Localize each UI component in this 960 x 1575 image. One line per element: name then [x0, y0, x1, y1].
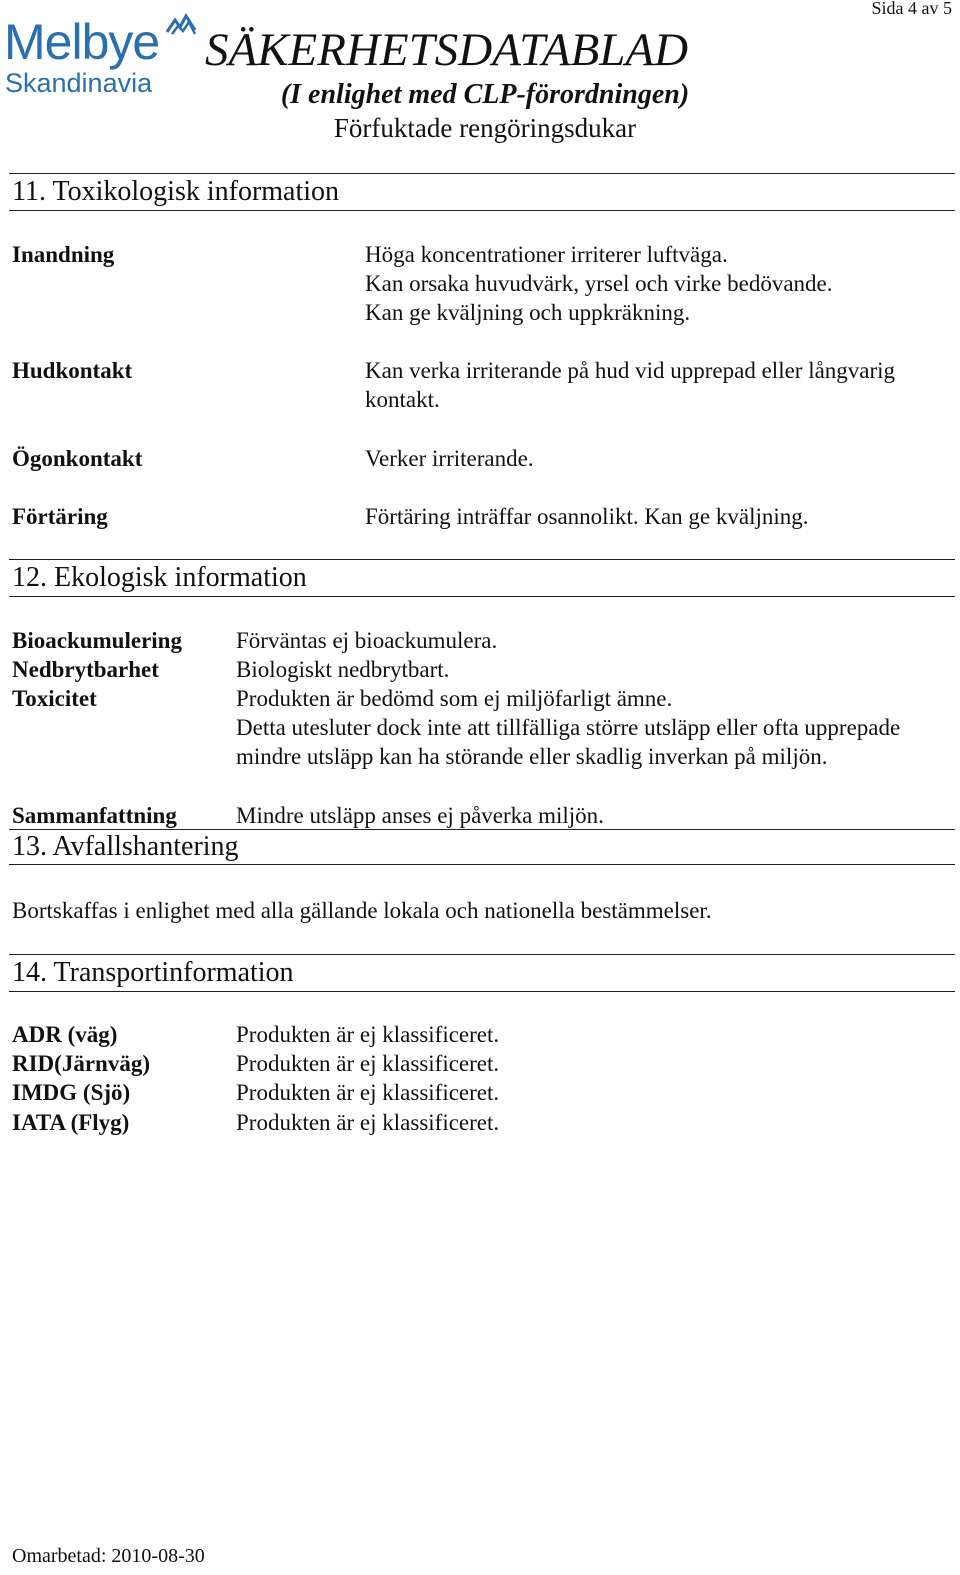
label-inhalation: Inandning — [12, 242, 115, 267]
label-rid: RID(Järnväg) — [12, 1051, 150, 1076]
page-number: Sida 4 av 5 — [871, 0, 952, 18]
section-12-header — [9, 559, 955, 597]
value-text: Produkten är ej klassificeret. — [236, 1110, 500, 1135]
label-eye-contact: Ögonkontakt — [12, 446, 143, 471]
product-name: Förfuktade rengöringsdukar — [333, 113, 637, 143]
value-text: Produkten är ej klassificeret. — [236, 1022, 500, 1047]
document-title: SÄKERHETSDATABLAD — [205, 24, 689, 76]
logo-name: Melbye — [4, 14, 160, 70]
value-line: Verker irriterande. — [365, 446, 534, 471]
section-heading: 11. Toxikologisk information — [12, 176, 340, 207]
section-14-header — [9, 954, 955, 992]
value-line: kontakt. — [365, 387, 440, 412]
label-bioaccumulation: Bioackumulering — [12, 628, 182, 653]
section-heading: 14. Transportinformation — [12, 957, 294, 988]
value-text: Mindre utsläpp anses ej påverka miljön. — [236, 803, 604, 828]
document-subtitle: (I enlighet med CLP-förordningen) — [280, 79, 690, 110]
revision-date: Omarbetad: 2010-08-30 — [12, 1545, 205, 1567]
value-paragraph: Detta utesluter dock inte att tillfälliga större utsläpp eller ofta upprepade mindre utsläpp kan ha störande eller skadlig inverkan på miljön. — [236, 715, 901, 769]
company-logo — [4, 12, 194, 102]
value-text: Produkten är ej klassificeret. — [236, 1080, 500, 1105]
label-imdg: IMDG (Sjö) — [12, 1080, 131, 1105]
value-line: Kan verka irriterande på hud vid upprepad eller långvarig — [365, 358, 896, 383]
label-skin-contact: Hudkontakt — [12, 358, 133, 383]
section-heading: 12. Ekologisk information — [12, 562, 307, 593]
mountain-logo-icon — [166, 12, 196, 36]
value-line: Kan ge kväljning och uppkräkning. — [365, 300, 691, 325]
label-iata: IATA (Flyg) — [12, 1110, 130, 1135]
label-degradability: Nedbrytbarhet — [12, 657, 159, 682]
value-line: Förtäring inträffar osannolikt. Kan ge kväljning. — [365, 504, 809, 529]
label-toxicity: Toxicitet — [12, 686, 97, 711]
disposal-text: Bortskaffas i enlighet med alla gällande lokala och nationella bestämmelser. — [12, 898, 712, 923]
label-adr: ADR (väg) — [12, 1022, 118, 1047]
value-text: Produkten är ej klassificeret. — [236, 1051, 500, 1076]
value-line: Kan orsaka huvudvärk, yrsel och virke bedövande. — [365, 271, 833, 296]
section-11-header — [9, 173, 955, 211]
value-text: Biologiskt nedbrytbart. — [236, 657, 450, 682]
value-text: Produkten är bedömd som ej miljöfarligt ämne. — [236, 686, 673, 711]
label-summary: Sammanfattning — [12, 803, 177, 828]
section-heading: 13. Avfallshantering — [12, 831, 239, 862]
label-ingestion: Förtäring — [12, 504, 108, 529]
value-line: Höga koncentrationer irriterer luftväga. — [365, 242, 728, 267]
section-13-header — [9, 829, 955, 865]
logo-region: Skandinavia — [5, 68, 153, 98]
value-text: Förväntas ej bioackumulera. — [236, 628, 498, 653]
